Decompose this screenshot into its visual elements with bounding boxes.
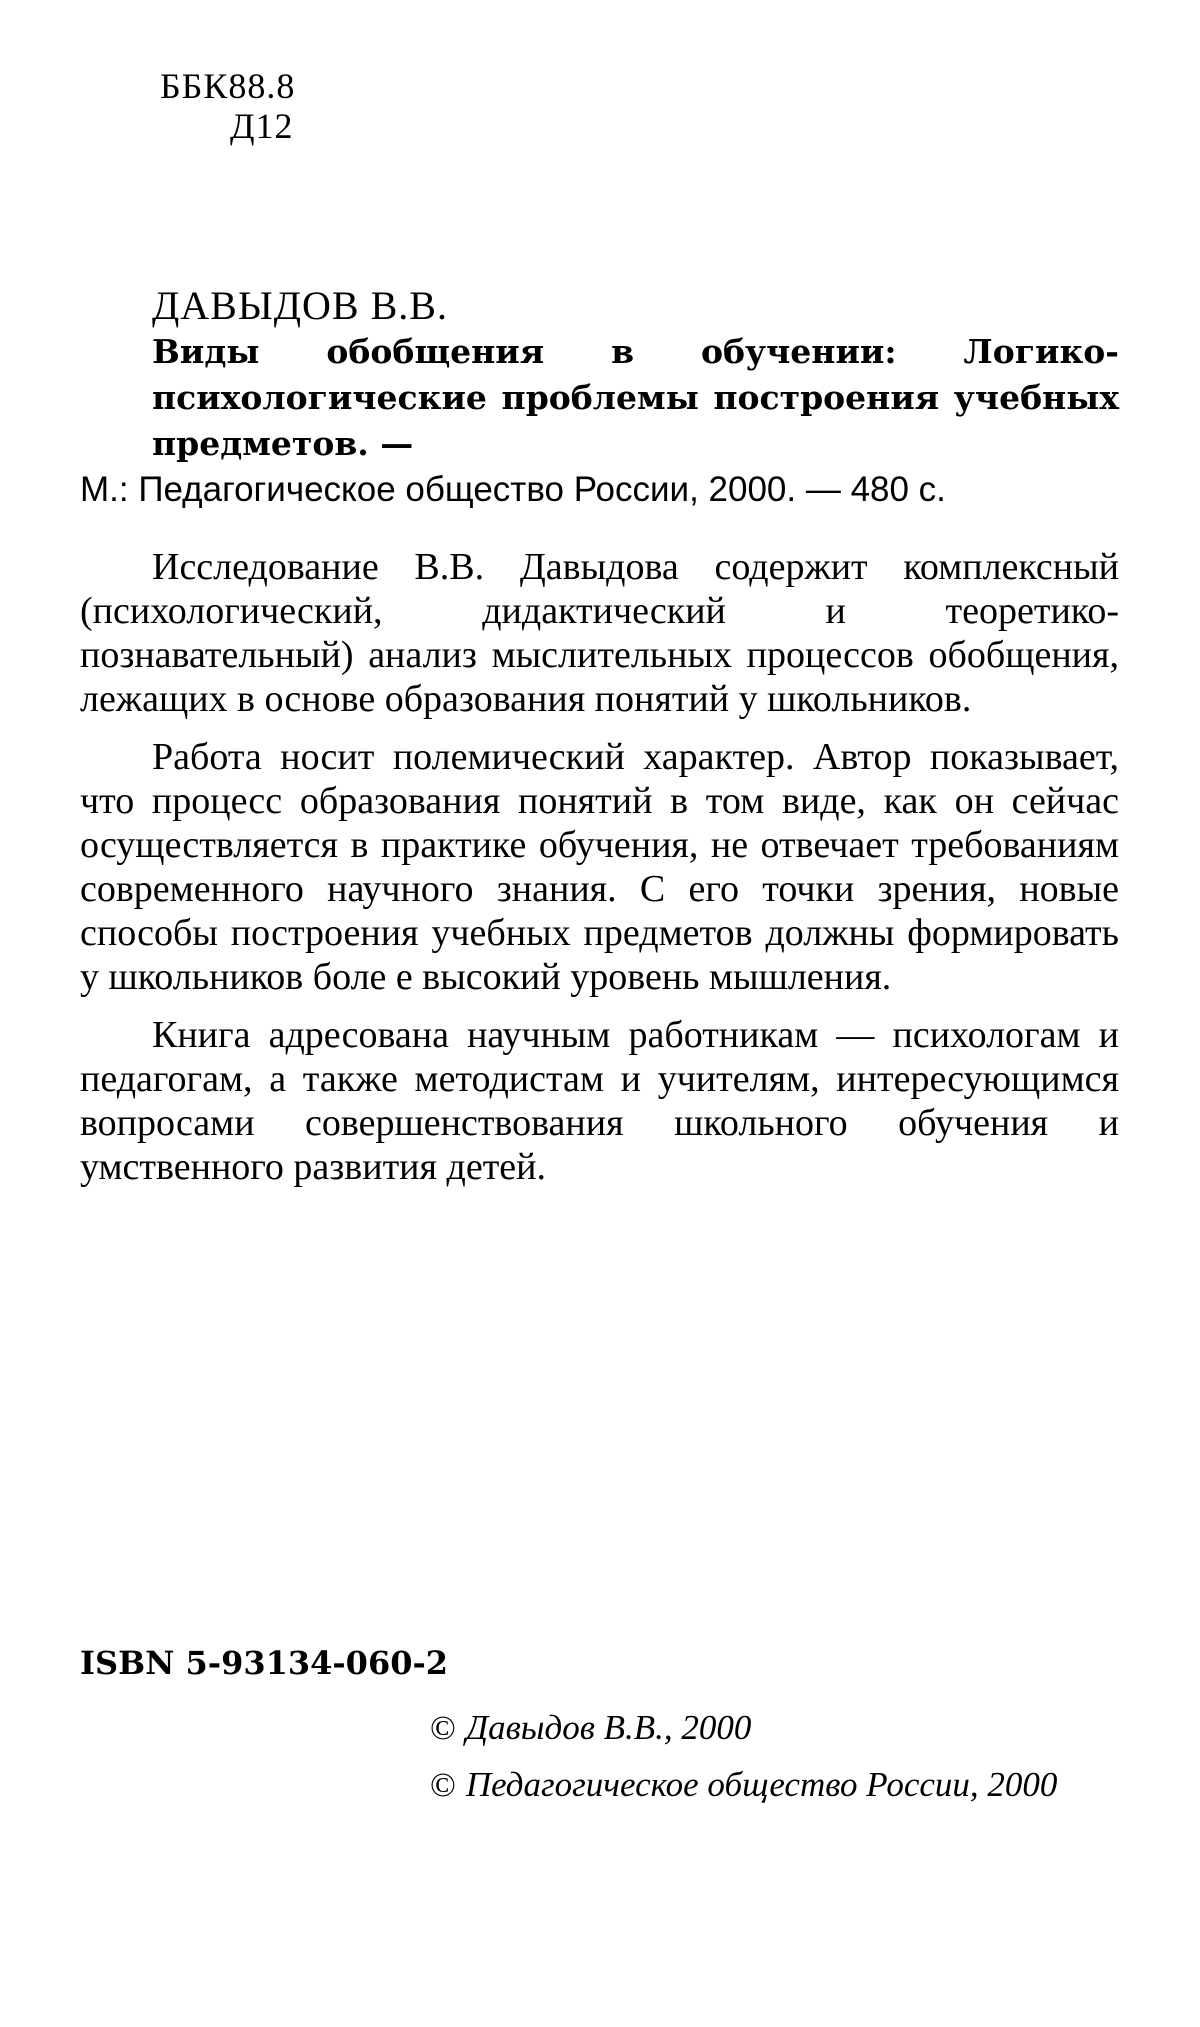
publication-imprint: М.: Педагогическое общество России, 2000. — 480 с. — [80, 470, 946, 509]
isbn: ISBN 5-93134-060-2 — [80, 1644, 449, 1682]
copyright-line — [430, 1700, 1057, 1757]
abstract — [80, 545, 1119, 1203]
author-mark: Д12 — [230, 106, 294, 146]
abstract-paragraph: Исследование В.В. Давыдова содержит комплексный (психологический, дидактический и теоретико-познавательный) анализ мыслительных процессов обобщения, лежащих в основе образования понятий у школьников. — [80, 546, 1119, 720]
book-title: Виды обобщения в обучении: Логико-психологические проблемы построения учебных предметов. — — [152, 332, 1119, 463]
copyright-holder: Педагогическое общество России, 2000 — [465, 1765, 1058, 1804]
copyright-line — [430, 1757, 1057, 1814]
copyright-holder: Давыдов В.В., 2000 — [465, 1708, 752, 1747]
copyright-icon: © — [430, 1710, 456, 1747]
copyright-icon: © — [430, 1767, 456, 1804]
abstract-paragraph: Работа носит полемический характер. Автор показывает, что процесс образования понятий в том виде, как он сейчас осуществляется в практике обучения, не отвечает требованиям современного научного знания. С его точки зрения, новые способы построения учебных предметов должны формировать у школьников боле е высокий уровень мышления. — [80, 736, 1119, 998]
library-classification — [160, 66, 295, 146]
bbk-code: ББК88.8 — [160, 66, 296, 106]
bibliographic-record — [80, 283, 1119, 513]
abstract-paragraph: Книга адресована научным работникам — психологам и педагогам, а также методистам и учителям, интересующимся вопросами совершенствования школьного обучения и умственного развития детей. — [80, 1014, 1119, 1188]
copyright-notices — [430, 1700, 1057, 1814]
author-name: ДАВЫДОВ В.В. — [152, 283, 448, 328]
